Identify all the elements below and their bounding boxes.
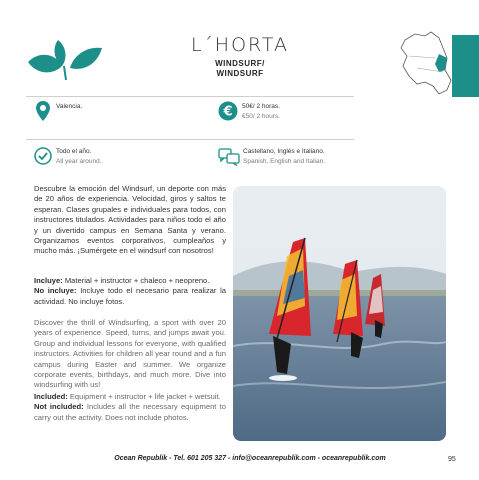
page-title: L´HORTA [191,34,289,56]
included-label-es: Incluye: [34,276,63,285]
svg-text:€: € [223,104,233,120]
map-pin-icon [36,101,50,121]
description-en: Discover the thrill of Windsurfing, a sport with over 20 years of experience. Speed, turns, and jumps await you. Group and individual lessons for everyone, with qualified instructors. Activities for children all year round and a fun campus during Easter and summer. We organize corporate events, birthdays, and much more. Dive into windsurfing with us! [34,318,226,390]
chat-bubbles-icon [218,148,240,166]
not-included-label-es: No incluye: [34,286,77,296]
not-included-text-en: Includes all the necessary equipment to carry out the activity. Does not include photos. [34,402,226,422]
price-text-en: €50/ 2 hours. [242,113,280,120]
included-text-es: Material + instructor + chaleco + neopreno. [62,276,210,285]
price-text: 50€/ 2 horas. [242,103,280,110]
subtitle-es: WINDSURF/ [215,59,265,68]
leaf-logo-icon [26,32,104,82]
not-included-text-es: Incluye todo el necesario para realizar la actividad. No incluye fotos. [34,286,227,306]
included-label-en: Included: [34,392,68,401]
not-included-label-en: Not included: [34,402,84,412]
accent-bar [452,35,479,97]
divider [26,96,354,97]
footer-contact: Ocean Republik - Tel. 601 205 327 - info@oceanrepublik.com - oceanrepublik.com [114,455,386,462]
check-circle-icon [34,147,52,165]
included-es [34,276,226,307]
page-number: 95 [448,456,456,463]
languages-text-en: Spanish, English and Italian. [243,158,326,165]
included-text-en: Equipment + instructor + life jacket + wetsuit. [67,392,221,401]
season-text-en: All year around. [56,158,102,165]
description-es: Descubre la emoción del Windsurf, un deporte con más de 20 años de experiencia. Velocidad, giros y saltos te esperan. Clases grupales e individuales para todos, con instructores titulados. Actividades para niños todo el año y un divertido campus en Semana Santa y verano. Organizamos eventos corporativos, cumpleaños y mucho más. ¡Sumérgete en el windsurf con nosotros! [34,184,226,256]
location-text: Valencia. [56,103,83,110]
included-en [34,392,226,423]
divider [26,139,354,140]
languages-text: Castellano, Inglés e Italiano. [243,148,325,155]
season-text: Todo el año. [56,148,92,155]
subtitle-en: WINDSURF [216,69,264,78]
euro-icon [218,101,238,121]
windsurf-photo [233,186,446,441]
